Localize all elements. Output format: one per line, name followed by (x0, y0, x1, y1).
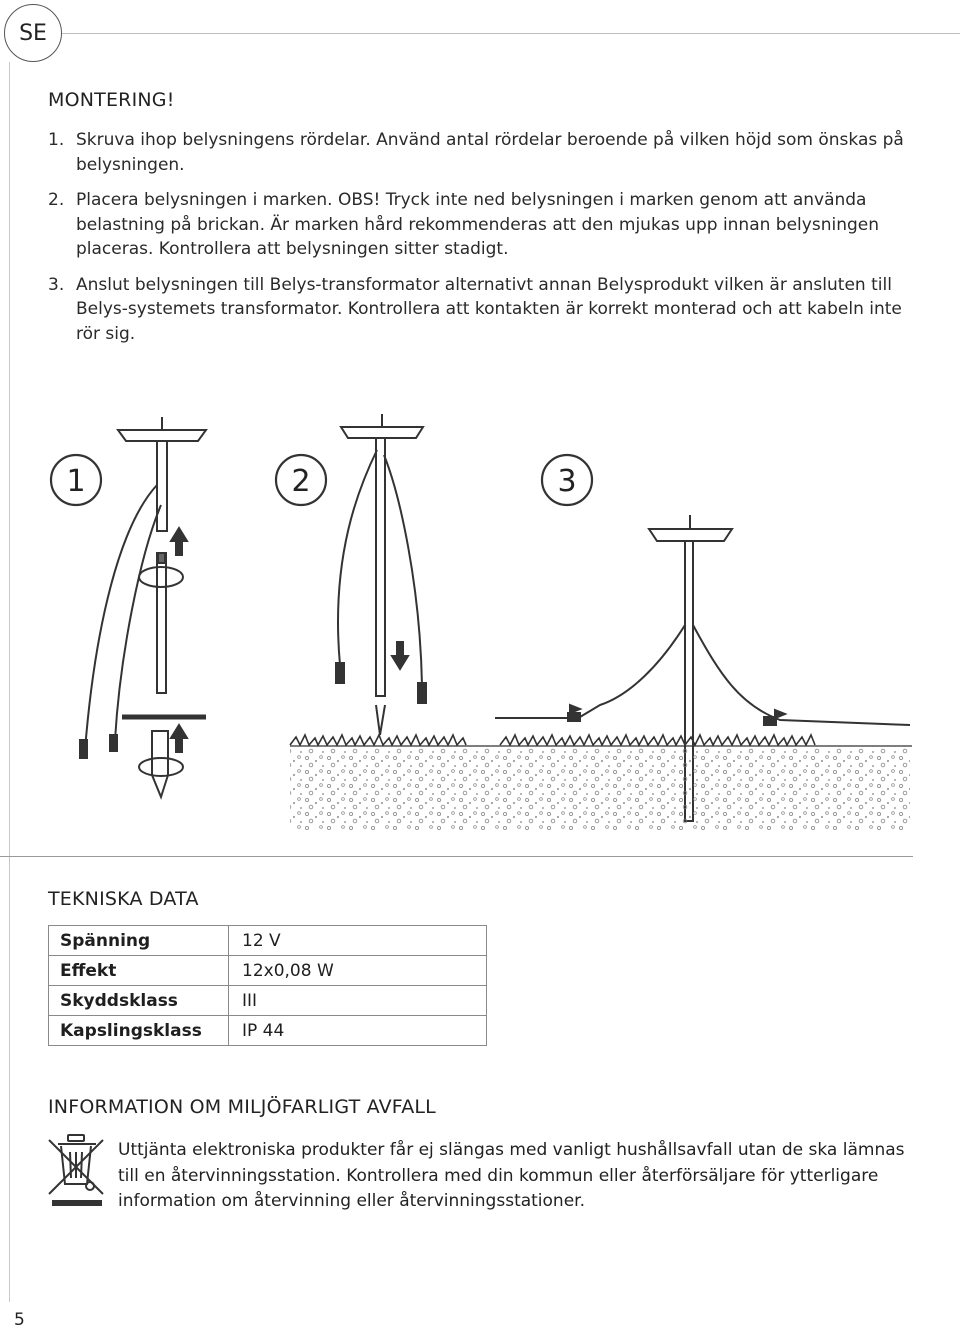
spec-value: 12 V (229, 926, 487, 956)
spec-label: Spänning (49, 926, 229, 956)
language-code: SE (19, 20, 47, 46)
table-row (49, 986, 487, 1016)
panel-2-drawing (336, 414, 426, 735)
tech-data-heading: TEKNISKA DATA (48, 888, 199, 910)
step-1-label (51, 455, 101, 505)
table-row (49, 1016, 487, 1046)
step-number: 1. (48, 130, 65, 150)
installation-illustration (40, 405, 920, 845)
step-3-label (542, 455, 592, 505)
spec-label: Effekt (49, 956, 229, 986)
step-text: Skruva ihop belysningens rördelar. Använd antal rördelar beroende på vilken höjd som önskas på belysningen. (76, 130, 904, 175)
left-frame-line (9, 62, 10, 1302)
spec-value: IP 44 (229, 1016, 487, 1046)
table-row (49, 926, 487, 956)
step-number: 2. (48, 190, 65, 210)
step-2-text: 2 (291, 464, 311, 499)
spec-label: Kapslingsklass (49, 1016, 229, 1046)
step-item (48, 273, 928, 347)
spec-value: 12x0,08 W (229, 956, 487, 986)
step-1-text: 1 (66, 464, 86, 499)
crossed-out-wheelie-bin-icon (46, 1132, 106, 1208)
step-3-text: 3 (557, 464, 577, 499)
panel-1-drawing (80, 417, 206, 797)
waste-heading: INFORMATION OM MILJÖFARLIGT AVFALL (48, 1096, 436, 1118)
section-divider (0, 856, 913, 857)
step-item (48, 128, 928, 177)
spec-label: Skyddsklass (49, 986, 229, 1016)
step-2-label (276, 455, 326, 505)
table-row (49, 956, 487, 986)
step-text: Placera belysningen i marken. OBS! Tryck inte ned belysningen i marken genom att använda belastning på brickan. Är marken hård rekommenderas att den mjukas upp innan belysningen placeras. Kontrollera att belysningen sitter stadigt. (76, 190, 879, 259)
page-number: 5 (14, 1310, 25, 1330)
spec-value: III (229, 986, 487, 1016)
step-item (48, 188, 928, 262)
step-number: 3. (48, 274, 65, 295)
tech-data-table (48, 925, 487, 1046)
language-badge (4, 4, 62, 62)
step-text: Anslut belysningen till Belys-transformator alternativt annan Belysprodukt vilken är ansluten till Belys-systemets transformator. Kontrollera att kontakten är korrekt monterad och att kabeln inte rör sig. (76, 274, 902, 344)
mounting-steps (48, 128, 928, 357)
ground-section (290, 735, 912, 830)
waste-info-text: Uttjänta elektroniska produkter får ej slängas med vanligt hushållsavfall utan de ska lämnas till en återvinningsstation. Kontrollera med din kommun eller återförsäljare för ytterligare information om återvinning eller återvinningsstationer. (118, 1140, 905, 1211)
mounting-heading: MONTERING! (48, 89, 175, 111)
top-frame-line (32, 33, 960, 34)
